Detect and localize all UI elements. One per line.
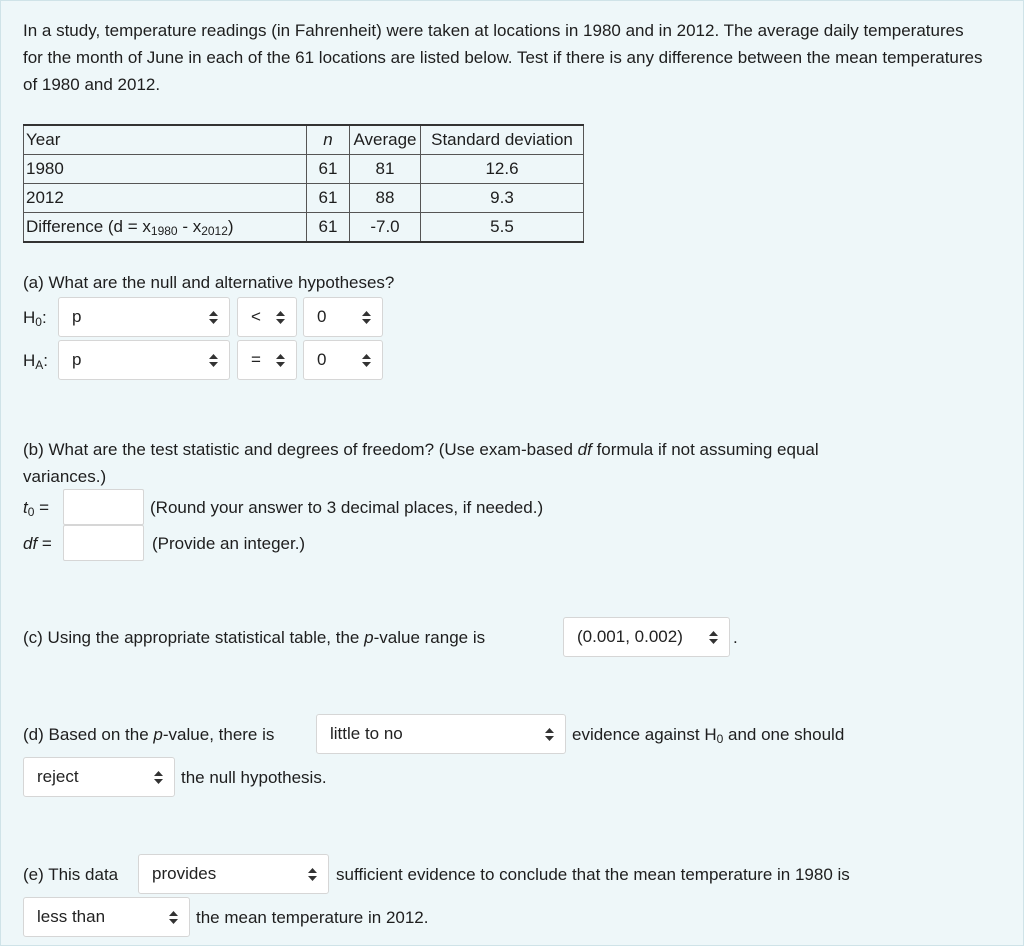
selected-value: = [251,350,261,369]
cell-sd: 9.3 [421,184,584,213]
decision-select[interactable] [23,757,175,797]
ha-operator-select[interactable] [237,340,297,380]
question-e: (e) This data [23,865,119,884]
t0-hint: (Round your answer to 3 decimal places, if needed.) [150,498,544,517]
cell-year: 2012 [24,184,307,213]
question-b-line1 [23,439,819,461]
table-header-row [24,125,584,155]
evidence-after-post: and one should [723,725,845,744]
t-subscript: 0 [27,505,35,519]
h0-colon: : [41,308,47,327]
updown-arrows-icon [209,341,218,379]
updown-arrows-icon [154,758,163,796]
question-b-line2: variances.) [23,467,107,486]
question-c-pre: (c) Using the appropriate statistical table, the [23,628,365,647]
question-b-pre: (b) What are the test statistic and degrees of freedom? (Use exam-based [23,440,578,459]
cell-average: 81 [350,155,421,184]
h0-value-select[interactable] [303,297,383,337]
cell-n: 61 [307,184,350,213]
selected-value: 0 [317,307,327,326]
diff-sub-1980: 1980 [150,223,178,238]
summary-table [23,124,584,243]
h0-parameter-select[interactable] [58,297,230,337]
updown-arrows-icon [545,715,554,753]
t-letter: t [23,498,28,517]
header-sd: Standard deviation [421,125,584,155]
updown-arrows-icon [362,341,371,379]
updown-arrows-icon [276,341,285,379]
df-hint: (Provide an integer.) [152,534,306,553]
cell-sd: 5.5 [421,213,584,243]
ha-subscript: A [35,358,44,372]
table-row-difference [24,213,584,243]
h0-operator-select[interactable] [237,297,297,337]
table-row [24,155,584,184]
h0-label [23,307,47,333]
p-value-range-select[interactable] [563,617,730,657]
evidence-after-sub: 0 [716,732,724,746]
selected-value: 0 [317,350,327,369]
ha-colon: : [43,351,49,370]
ha-value-select[interactable] [303,340,383,380]
updown-arrows-icon [209,298,218,336]
table-row [24,184,584,213]
updown-arrows-icon [276,298,285,336]
period: . [733,628,738,647]
updown-arrows-icon [169,898,178,936]
header-n: n [307,125,350,155]
ha-letter: H [23,351,36,370]
cell-n: 61 [307,213,350,243]
ha-parameter-select[interactable] [58,340,230,380]
diff-prefix: Difference (d = x [26,216,151,236]
evidence-level-select[interactable] [316,714,566,754]
selected-value: < [251,307,261,326]
question-a: (a) What are the null and alternative hypotheses? [23,273,395,292]
updown-arrows-icon [362,298,371,336]
question-c-post: -value range is [373,628,486,647]
question-b-post: formula if not assuming equal [591,440,819,459]
question-c-p: p [364,628,374,647]
cell-average: -7.0 [350,213,421,243]
ha-label [23,350,48,376]
df-letters: df [23,534,38,553]
df-label [23,533,52,555]
selected-value: little to no [330,724,403,743]
cell-difference-label [24,213,307,243]
updown-arrows-icon [709,618,718,656]
conclusion-end: the mean temperature in 2012. [196,908,429,927]
selected-value: provides [152,864,217,883]
header-year: Year [24,125,307,155]
selected-value: p [72,307,82,326]
selected-value: reject [37,767,79,786]
evidence-after [572,724,844,750]
diff-suffix: ) [227,216,234,236]
h0-subscript: 0 [35,315,42,329]
intro-text: In a study, temperature readings (in Fahrenheit) were taken at locations in 1980 and in 2012. The average daily temperatures for the month of June in each of the 61 locations are listed below. Test if there is any difference between the mean temperatures of 1980 and 2012. [23,21,983,94]
selected-value: (0.001, 0.002) [577,627,683,646]
df-input[interactable] [63,525,144,561]
cell-n: 61 [307,155,350,184]
selected-value: p [72,350,82,369]
question-d-post: -value, there is [162,725,275,744]
updown-arrows-icon [308,855,317,893]
provides-select[interactable] [138,854,329,894]
question-c [23,627,485,649]
cell-year: 1980 [24,155,307,184]
comparison-select[interactable] [23,897,190,937]
decision-end: the null hypothesis. [181,768,327,787]
question-b-df: df [577,440,592,459]
question-d [23,724,274,746]
diff-mid: - x [177,216,202,236]
t0-label [23,497,49,523]
h0-letter: H [23,308,36,327]
df-equals: = [37,534,52,553]
t-equals: = [34,498,50,517]
t0-input[interactable] [63,489,144,525]
selected-value: less than [37,907,106,926]
cell-average: 88 [350,184,421,213]
cell-sd: 12.6 [421,155,584,184]
conclusion-text: sufficient evidence to conclude that the mean temperature in 1980 is [336,865,850,884]
evidence-after-pre: evidence against H [572,725,717,744]
question-d-p: p [153,725,163,744]
question-d-pre: (d) Based on the [23,725,154,744]
diff-sub-2012: 2012 [201,223,228,238]
header-average: Average [350,125,421,155]
